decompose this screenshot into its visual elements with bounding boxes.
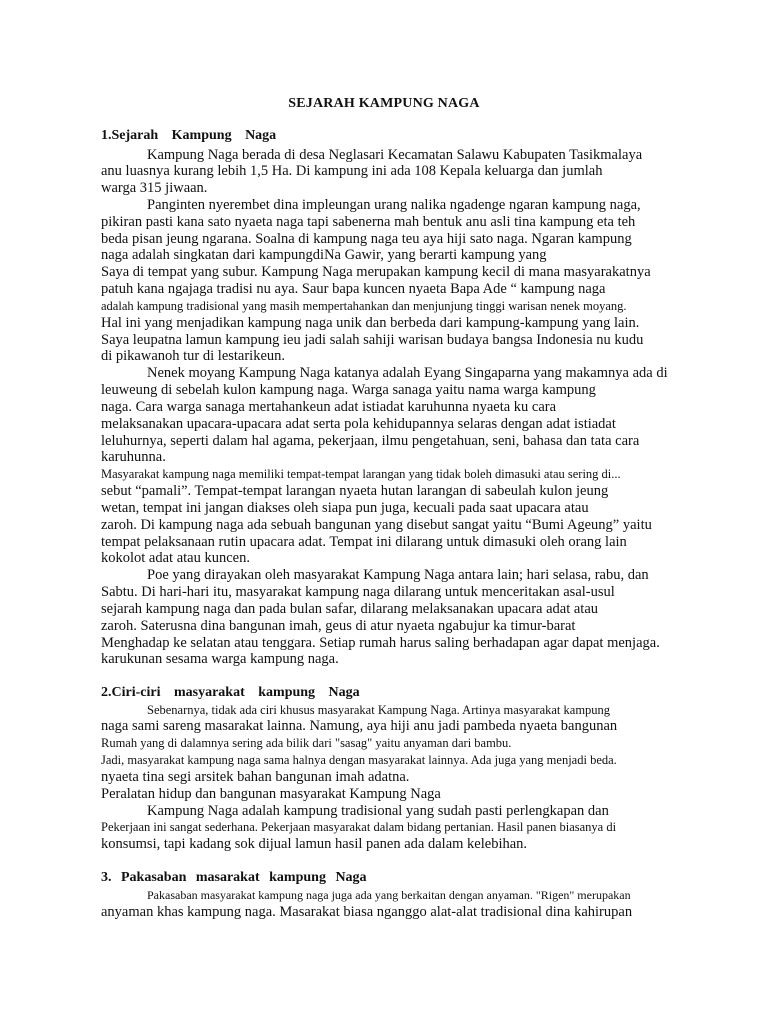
paragraph-line: Kampung Naga adalah kampung tradisional yang sudah pasti perlengkapan dan: [147, 803, 609, 819]
paragraph-line: Saya leupatna lamun kampung ieu jadi salah sahiji warisan budaya bangsa Indonesia nu kudu: [101, 332, 644, 348]
paragraph-line: Pakasaban masyarakat kampung naga juga ada yang berkaitan dengan anyaman. "Rigen" merupakan: [147, 888, 631, 902]
section-heading-3: 3. Pakasaban masarakat kampung Naga: [101, 870, 367, 885]
paragraph-line: kokolot adat atau kuncen.: [101, 550, 250, 566]
paragraph-line: zaroh. Saterusna dina bangunan imah, geus di atur nyaeta ngabujur ka timur-barat: [101, 618, 576, 634]
paragraph-line: karuhunna.: [101, 449, 166, 465]
paragraph-line: Pekerjaan ini sangat sederhana. Pekerjaan masyarakat dalam bidang pertanian. Hasil panen biasanya di: [101, 820, 617, 834]
paragraph-line: Panginten nyerembet dina impleungan urang nalika ngadenge ngaran kampung naga,: [147, 197, 641, 213]
paragraph-line: di pikawanoh tur di lestarikeun.: [101, 348, 286, 364]
paragraph-line: Menghadap ke selatan atau tenggara. Setiap rumah harus saling berhadapan agar dapat menjaga.: [101, 635, 660, 651]
paragraph-line: anyaman khas kampung naga. Masarakat biasa nganggo alat-alat tradisional dina kahirupan: [101, 904, 633, 920]
paragraph-line: leluhurnya, seperti dalam hal agama, pekerjaan, ilmu pengetahuan, seni, bahasa dan tata cara: [101, 433, 640, 449]
paragraph-line: naga. Cara warga sanaga mertahankeun adat istiadat karuhunna nyaeta ku cara: [101, 399, 557, 415]
paragraph-line: adalah kampung tradisional yang masih mempertahankan dan menjunjung tinggi warisan nenek moyang.: [101, 299, 627, 313]
paragraph-line: Hal ini yang menjadikan kampung naga unik dan berbeda dari kampung-kampung yang lain.: [101, 315, 640, 331]
paragraph-line: leuweung di sebelah kulon kampung naga. Warga sanaga yaitu nama warga kampung: [101, 382, 596, 398]
paragraph-line: wetan, tempat ini jangan diakses oleh siapa pun juga, kecuali pada saat upacara atau: [101, 500, 589, 516]
paragraph-line: Nenek moyang Kampung Naga katanya adalah Eyang Singaparna yang makamnya ada di: [147, 365, 668, 381]
paragraph-line: Saya di tempat yang subur. Kampung Naga merupakan kampung kecil di mana masyarakatnya: [101, 264, 651, 280]
paragraph-line: warga 315 jiwaan.: [101, 180, 208, 196]
paragraph-line: naga sami sareng masarakat lainna. Namung, aya hiji anu jadi pambeda nyaeta bangunan: [101, 718, 618, 734]
paragraph-line: Jadi, masyarakat kampung naga sama halnya dengan masyarakat lainnya. Ada juga yang menjadi beda.: [101, 753, 617, 767]
paragraph-line: pikiran pasti kana sato nyaeta naga tapi sabenerna mah bentuk anu asli tina kampung eta teh: [101, 214, 636, 230]
paragraph-line: karukunan sesama warga kampung naga.: [101, 651, 339, 667]
paragraph-line: Poe yang dirayakan oleh masyarakat Kampung Naga antara lain; hari selasa, rabu, dan: [147, 567, 649, 583]
paragraph-line: nyaeta tina segi arsitek bahan bangunan imah adatna.: [101, 769, 410, 785]
paragraph-line: Sebenarnya, tidak ada ciri khusus masyarakat Kampung Naga. Artinya masyarakat kampung: [147, 703, 611, 717]
paragraph-line: sejarah kampung naga dan pada bulan safar, dilarang melaksanakan upacara adat atau: [101, 601, 599, 617]
paragraph-line: naga adalah singkatan dari kampungdiNa Gawir, yang berarti kampung yang: [101, 247, 547, 263]
paragraph-line: Kampung Naga berada di desa Neglasari Kecamatan Salawu Kabupaten Tasikmalaya: [147, 147, 643, 163]
paragraph-line: Rumah yang di dalamnya sering ada bilik dari "sasag" yaitu anyaman dari bambu.: [101, 736, 512, 750]
paragraph-line: tempat pelaksanaan rutin upacara adat. Tempat ini dilarang untuk dimasuki oleh orang lain: [101, 534, 627, 550]
paragraph-line: Masyarakat kampung naga memiliki tempat-tempat larangan yang tidak boleh dimasuki atau sering di...: [101, 467, 621, 481]
paragraph-line: beda pisan jeung ngarana. Soalna di kampung naga teu aya hiji sato naga. Ngaran kampung: [101, 231, 632, 247]
paragraph-line: Sabtu. Di hari-hari itu, masyarakat kampung naga dilarang untuk menceritakan asal-usul: [101, 584, 615, 600]
paragraph-line: sebut “pamali”. Tempat-tempat larangan nyaeta hutan larangan di sabeulah kulon jeung: [101, 483, 609, 499]
section-heading-1: 1.Sejarah Kampung Naga: [101, 128, 277, 143]
paragraph-line: konsumsi, tapi kadang sok dijual lamun hasil panen ada dalam kelebihan.: [101, 836, 528, 852]
section-heading-2: 2.Ciri-ciri masyarakat kampung Naga: [101, 685, 360, 700]
paragraph-line: patuh kana ngajaga tradisi nu aya. Saur bapa kuncen nyaeta Bapa Ade “ kampung naga: [101, 281, 606, 297]
paragraph-line: Peralatan hidup dan bangunan masyarakat Kampung Naga: [101, 786, 441, 802]
paragraph-line: melaksanakan upacara-upacara adat serta pola kehidupannya selaras dengan adat istiadat: [101, 416, 616, 432]
paragraph-line: anu luasnya kurang lebih 1,5 Ha. Di kampung ini ada 108 Kepala keluarga dan jumlah: [101, 163, 603, 179]
paragraph-line: zaroh. Di kampung naga ada sebuah bangunan yang disebut sangat yaitu “Bumi Ageung” yaitu: [101, 517, 652, 533]
document-title: SEJARAH KAMPUNG NAGA: [288, 96, 480, 111]
